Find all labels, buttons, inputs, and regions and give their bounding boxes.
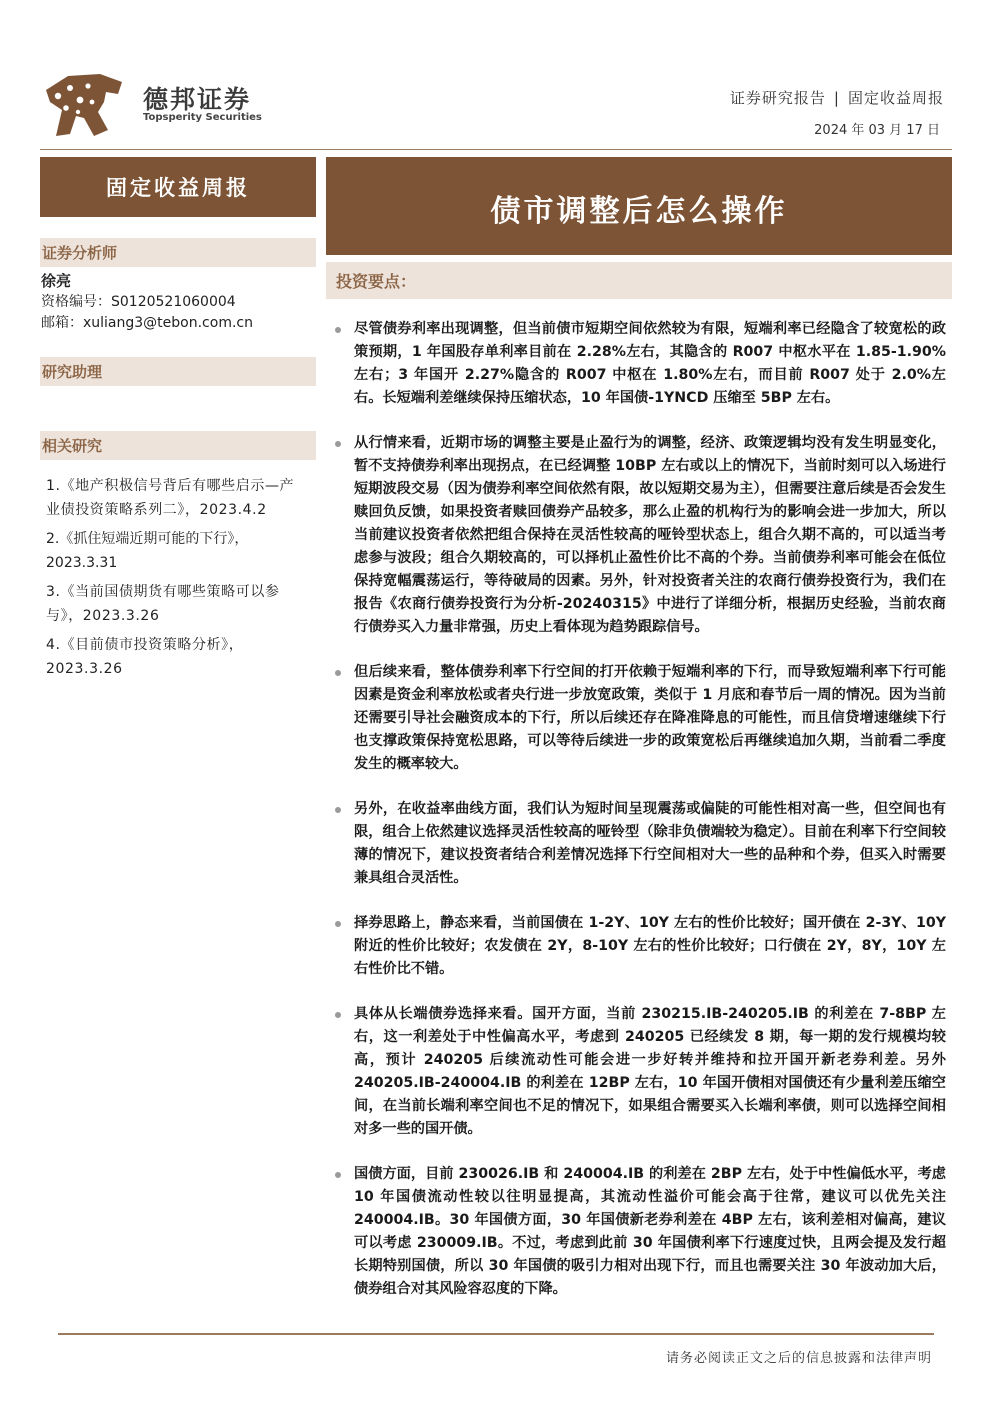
report-date: 2024 年 03 月 17 日	[814, 123, 940, 138]
key-point-text: 但后续来看，整体债券利率下行空间的打开依赖于短端利率的下行，而导致短端利率下行可能因素是资金利率放松或者央行进一步放宽政策，类似于 1 月底和春节后一周的情况。因为当前还需要引导社会融资成本的下行，所以后续还存在降准降息的可能性，而且信贷增速继续下行也支撑政策保持宽松思路，可以等待后续进一步的政策宽松后再继续追加久期，当前看二季度发生的概率较大。	[354, 664, 946, 772]
analyst-name: 徐亮	[41, 272, 72, 290]
key-point	[328, 798, 946, 890]
related-item[interactable]: 3.《当前国债期货有哪些策略可以参与》，2023.3.26	[46, 584, 280, 624]
key-point-text: 从行情来看，近期市场的调整主要是止盈行为的调整，经济、政策逻辑均没有发生明显变化，暂不支持债券利率出现拐点，在已经调整 10BP 左右或以上的情况下，当前时刻可以入场进行短期波段交易（因为债券利率空间依然有限，故以短期交易为主），但需要注意后续是否会发生赎回负反馈，如果投资者赎回债券产品较多，那么止盈的机构行为的影响会进一步加大，所以当前建议投资者依然把组合保持在灵活性较高的哑铃型状态上，组合久期不高的，可以适当考虑参与波段；组合久期较高的，可以择机止盈性价比不高的个券。当前债券利率可能会在低位保持宽幅震荡运行，等待破局的因素。另外，针对投资者关注的农商行债券投资行为，我们在报告《农商行债券投资行为分析-20240315》中进行了详细分析，根据历史经验，当前农商行债券买入力量非常强，历史上看体现为趋势跟踪信号。	[354, 435, 946, 635]
bullet-icon	[335, 1012, 341, 1018]
bullet-icon	[335, 441, 341, 447]
related-item[interactable]: 1.《地产积极信号背后有哪些启示—产业债投资策略系列二》，2023.4.2	[46, 478, 295, 518]
analyst-heading: 证券分析师	[40, 238, 316, 267]
sidebar-banner: 固定收益周报	[40, 157, 316, 217]
tag-separator: |	[833, 89, 840, 107]
bullet-icon	[335, 670, 341, 676]
key-point	[328, 432, 946, 639]
related-research-list	[46, 474, 308, 686]
report-title: 债市调整后怎么操作	[326, 157, 952, 255]
key-point	[328, 318, 946, 410]
bullet-icon	[335, 1172, 341, 1178]
related-item[interactable]: 4.《目前债市投资策略分析》，2023.3.26	[46, 637, 244, 677]
key-point	[328, 1163, 946, 1301]
key-point	[328, 1003, 946, 1141]
report-tags	[730, 87, 944, 108]
analyst-info	[41, 271, 253, 334]
key-point	[328, 661, 946, 776]
related-heading: 相关研究	[40, 431, 316, 460]
key-points-list	[328, 318, 946, 1301]
key-point-text: 择券思路上，静态来看，当前国债在 1-2Y、10Y 左右的性价比较好；国开债在 2-3Y、10Y 附近的性价比较好；农发债在 2Y，8-10Y 左右的性价比较好；口行债在 2Y，8Y，10Y 左右性价比不错。	[354, 915, 946, 977]
related-item[interactable]: 2.《抓住短端近期可能的下行》，2023.3.31	[46, 531, 249, 571]
report-category: 固定收益周报	[847, 89, 944, 107]
analyst-cert: 资格编号：S0120521060004	[41, 294, 236, 310]
key-points-heading: 投资要点：	[326, 262, 952, 299]
footer-divider	[58, 1333, 934, 1335]
key-point-text: 具体从长端债券选择来看。国开方面，当前 230215.IB-240205.IB 的利差在 7-8BP 左右，这一利差处于中性偏高水平，考虑到 240205 已经续发 8 期，每一期的发行规模均较高，预计 240205 后续流动性可能会进一步好转并维持和拉开国开新老券利差。另外 240205.IB-240004.IB 的利差在 12BP 左右，10 年国开债相对国债还有少量利差压缩空间，在当前长端利率空间也不足的情况下，如果组合需要买入长端利率债，则可以选择空间相对多一些的国开债。	[354, 1006, 946, 1137]
footer-disclaimer: 请务必阅读正文之后的信息披露和法律声明	[665, 1351, 932, 1366]
bullet-icon	[335, 327, 341, 333]
key-point-text: 尽管债券利率出现调整，但当前债市短期空间依然较为有限，短端利率已经隐含了较宽松的政策预期，1 年国股存单利率目前在 2.28%左右，其隐含的 R007 中枢水平在 1.85-1.90%左右；3 年国开 2.27%隐含的 R007 中枢在 1.80%左右，而目前 R007 处于 2.0%左右。长短端利差继续保持压缩状态，10 年国债-1YNCD 压缩至 5BP 左右。	[354, 321, 946, 406]
bullet-icon	[335, 921, 341, 927]
header-divider	[40, 149, 952, 150]
key-point-text: 另外，在收益率曲线方面，我们认为短时间呈现震荡或偏陡的可能性相对高一些，但空间也有限，组合上依然建议选择灵活性较高的哑铃型（除非负债端较为稳定）。目前在利率下行空间较薄的情况下，建议投资者结合利差情况选择下行空间相对大一些的品种和个券，但买入时需要兼具组合灵活性。	[354, 801, 946, 886]
report-type: 证券研究报告	[729, 89, 826, 107]
bullet-icon	[335, 807, 341, 813]
assistant-heading: 研究助理	[40, 357, 316, 386]
key-point	[328, 912, 946, 981]
analyst-email: 邮箱：xuliang3@tebon.com.cn	[41, 315, 253, 331]
key-point-text: 国债方面，目前 230026.IB 和 240004.IB 的利差在 2BP 左右，处于中性偏低水平，考虑 10 年国债流动性较以往明显提高，其流动性溢价可能会高于往常，建议可以优先关注 240004.IB。30 年国债方面，30 年国债新老券利差在 4BP 左右，该利差相对偏高，建议可以考虑 230009.IB。不过，考虑到此前 30 年国债利率下行速度过快，且两会提及发行超长期特别国债，所以 30 年国债的吸引力相对出现下行，而且也需要关注 30 年波动加大后，债券组合对其风险容忍度的下降。	[354, 1166, 946, 1297]
brand-name-en: Topsperity Securities	[143, 112, 262, 123]
brand-name-cn: 德邦证券	[143, 85, 252, 114]
company-logo	[44, 72, 124, 138]
